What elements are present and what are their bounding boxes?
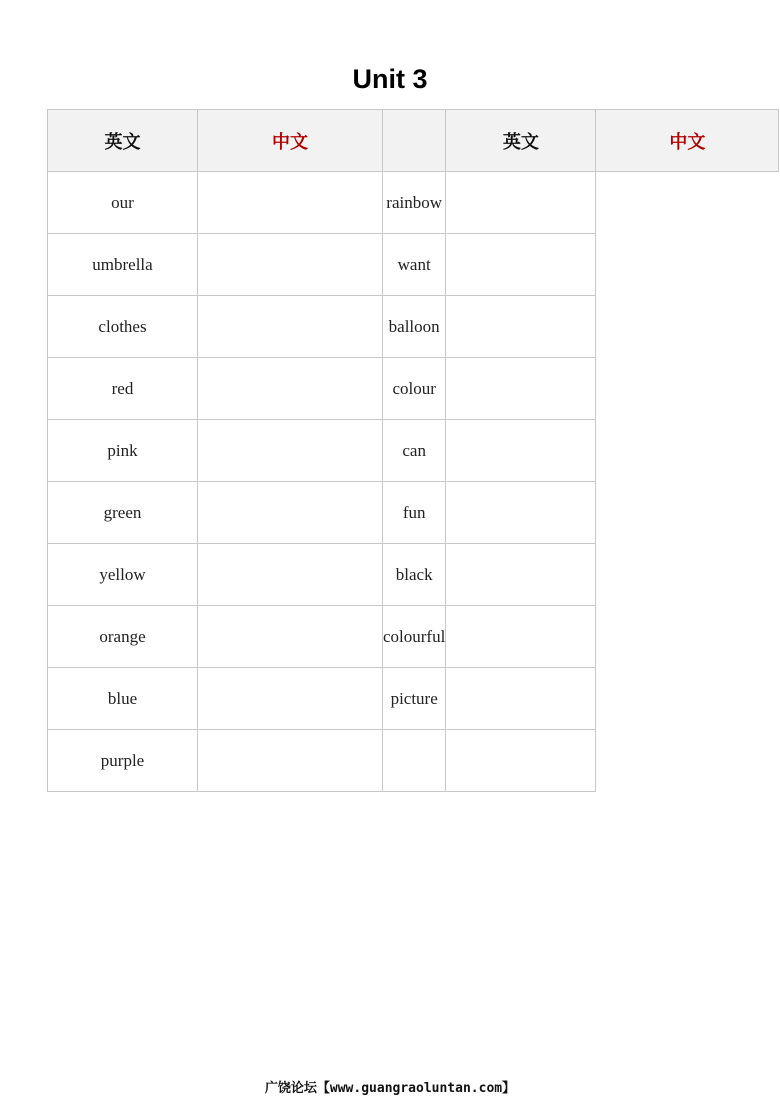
table-row [48, 482, 779, 544]
vocab-table [47, 109, 779, 792]
right-word: can [383, 420, 446, 482]
header-row [48, 110, 779, 172]
left-answer-cell[interactable] [198, 730, 383, 792]
left-word: orange [48, 606, 198, 668]
left-word: purple [48, 730, 198, 792]
right-english-header: 英文 [446, 110, 596, 172]
left-word: blue [48, 668, 198, 730]
page-title: Unit 3 [352, 64, 428, 94]
table-row [48, 730, 779, 792]
left-answer-cell[interactable] [198, 544, 383, 606]
right-answer-cell[interactable] [446, 544, 596, 606]
left-word: red [48, 358, 198, 420]
left-answer-cell[interactable] [198, 234, 383, 296]
left-answer-cell[interactable] [198, 358, 383, 420]
left-word: clothes [48, 296, 198, 358]
table-row [48, 668, 779, 730]
table-row [48, 172, 779, 234]
right-word: colourful [383, 606, 446, 668]
table-row [48, 358, 779, 420]
footer-source: 广饶论坛【www.guangraoluntan.com】 [264, 1081, 516, 1096]
column-separator [383, 110, 446, 172]
right-word [383, 730, 446, 792]
left-answer-cell[interactable] [198, 420, 383, 482]
right-answer-cell[interactable] [446, 234, 596, 296]
right-word: picture [383, 668, 446, 730]
right-word: colour [383, 358, 446, 420]
left-answer-cell[interactable] [198, 172, 383, 234]
left-word: umbrella [48, 234, 198, 296]
right-word: fun [383, 482, 446, 544]
right-answer-cell[interactable] [446, 668, 596, 730]
right-word: rainbow [383, 172, 446, 234]
right-answer-cell[interactable] [446, 358, 596, 420]
left-word: yellow [48, 544, 198, 606]
right-answer-cell[interactable] [446, 482, 596, 544]
table-row [48, 234, 779, 296]
left-answer-cell[interactable] [198, 296, 383, 358]
left-answer-cell[interactable] [198, 482, 383, 544]
table-row [48, 544, 779, 606]
right-answer-cell[interactable] [446, 296, 596, 358]
right-word: want [383, 234, 446, 296]
left-word: green [48, 482, 198, 544]
right-answer-cell[interactable] [446, 730, 596, 792]
left-answer-cell[interactable] [198, 606, 383, 668]
table-row [48, 296, 779, 358]
table-row [48, 420, 779, 482]
right-word: balloon [383, 296, 446, 358]
right-answer-cell[interactable] [446, 606, 596, 668]
right-word: black [383, 544, 446, 606]
left-chinese-header: 中文 [198, 110, 383, 172]
left-english-header: 英文 [48, 110, 198, 172]
left-answer-cell[interactable] [198, 668, 383, 730]
right-answer-cell[interactable] [446, 172, 596, 234]
right-answer-cell[interactable] [446, 420, 596, 482]
left-word: our [48, 172, 198, 234]
left-word: pink [48, 420, 198, 482]
right-chinese-header: 中文 [596, 110, 779, 172]
table-row [48, 606, 779, 668]
